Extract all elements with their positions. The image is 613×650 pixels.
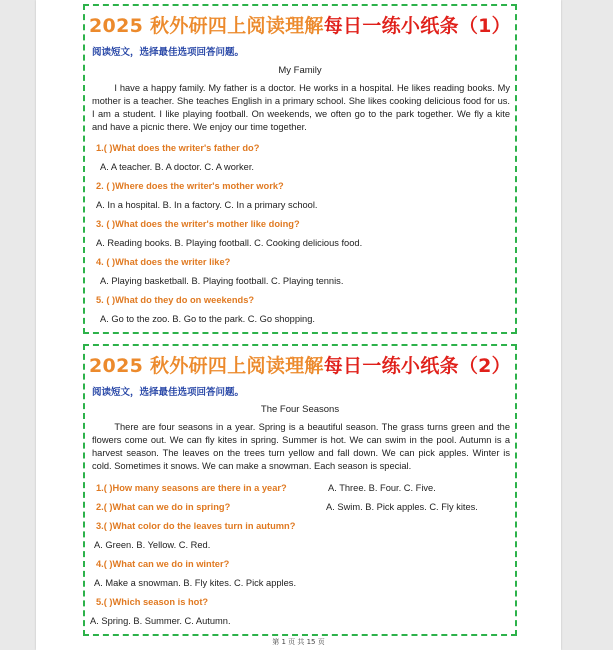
page-number-footer: 第 1 页 共 15 页 [272,638,325,646]
document-page [36,0,561,650]
question-5: 5. ( )What do they do on weekends? [96,295,255,305]
instruction: 阅读短文，选择最佳选项回答问题。 [92,47,245,58]
instruction: 阅读短文，选择最佳选项回答问题。 [92,387,245,398]
question-2: 2. ( )Where does the writer's mother work? [96,181,284,191]
answer-options-4: A. Make a snowman. B. Fly kites. C. Pick apples. [94,578,297,588]
card-title [85,11,515,38]
answer-options-1: A. A teacher. B. A doctor. C. A worker. [100,162,255,172]
answer-options-3: A. Reading books. B. Playing football. C. Cooking delicious food. [96,238,363,248]
passage-title: My Family [278,65,322,76]
passage-text: There are four seasons in a year. Spring is a beautiful season. The grass turns green and the flowers come out. We can fly kites in spring. Summer is hot. We can swim in the pool. Autumn is a harvest season. The leaves on the trees turn yellow and fall down. We can pick apples. Winter is cold. Sometimes it snows. We can make a snowman. Each season is special. [92,422,510,471]
question-4: 4. ( )What does the writer like? [96,257,231,267]
question-5: 5.( )Which season is hot? [96,597,209,607]
question-2: 2.( )What can we do in spring? [96,502,231,512]
question-3: 3.( )What color do the leaves turn in autumn? [96,521,296,531]
answer-options-3: A. Green. B. Yellow. C. Red. [94,540,211,550]
title-red: 每日一练小纸条（1） [323,15,511,37]
answer-options-2: A. In a hospital. B. In a factory. C. In a primary school. [96,200,318,210]
card-title [85,351,515,378]
answer-options-5: A. Go to the zoo. B. Go to the park. C. Go shopping. [100,314,315,324]
passage-title: The Four Seasons [260,404,340,415]
answer-options-2: A. Swim. B. Pick apples. C. Fly kites. [326,502,478,512]
answer-options-1: A. Three. B. Four. C. Five. [328,483,436,493]
question-1: 1.( )What does the writer's father do? [96,143,260,153]
title-orange: 2025 秋外研四上阅读理解 [89,355,324,377]
title-orange: 2025 秋外研四上阅读理解 [89,15,324,37]
answer-options-4: A. Playing basketball. B. Playing football. C. Playing tennis. [100,276,344,286]
title-red: 每日一练小纸条（2） [323,355,511,377]
question-4: 4.( )What can we do in winter? [96,559,230,569]
worksheet-card-2 [83,344,517,636]
answer-options-5: A. Spring. B. Summer. C. Autumn. [90,616,231,626]
question-3: 3. ( )What does the writer's mother like doing? [96,219,300,229]
worksheet-card-1 [83,4,517,334]
question-1: 1.( )How many seasons are there in a year? [96,483,287,493]
passage-text: I have a happy family. My father is a doctor. He works in a hospital. He likes reading books. My mother is a teacher. She teaches English in a primary school. She likes cooking delicious food for us. I am a student. I like playing football. On weekends, we often go to the park together. We fly a kite and have a picnic there. We enjoy our time together. [92,83,510,132]
